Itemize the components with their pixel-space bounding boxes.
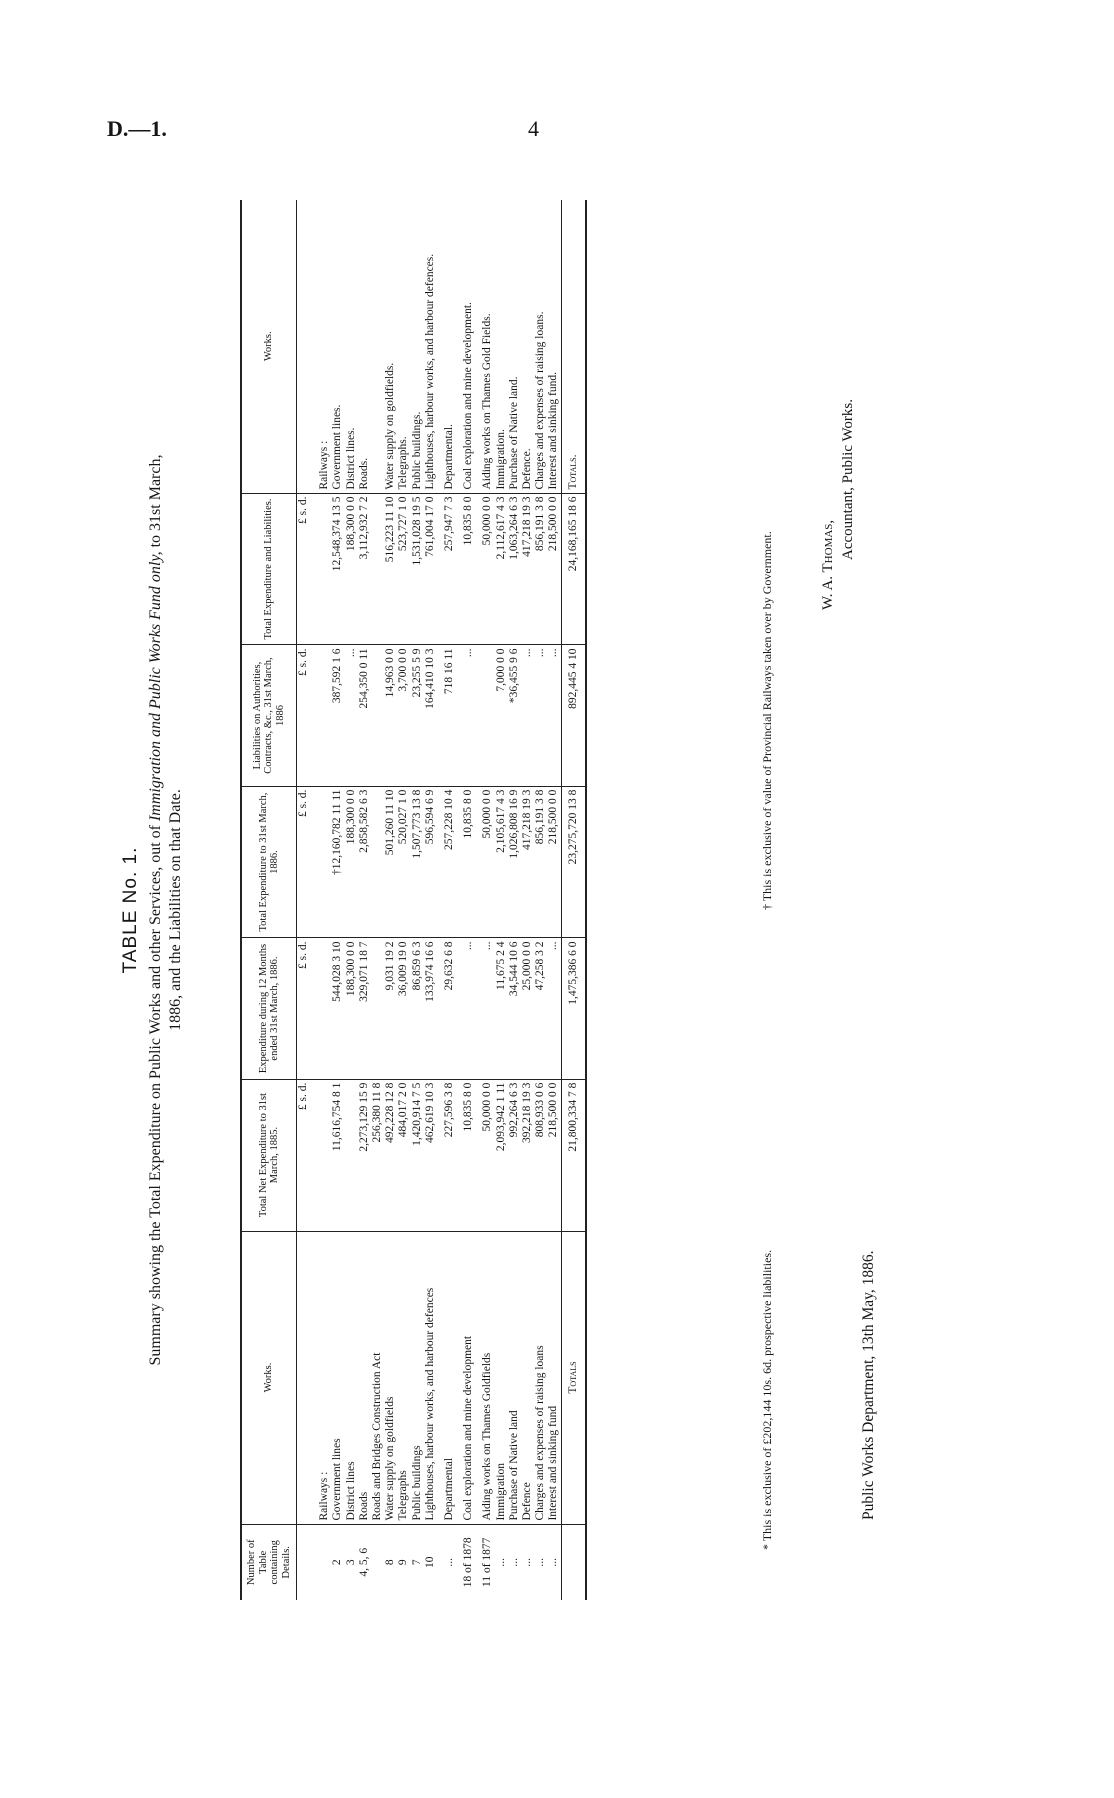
cell-work2: District lines. [345,200,358,493]
department-date: Public Works Department, 13th May, 1886. [860,1250,877,1520]
page-number: 4 [528,116,539,141]
cell-exp [310,938,331,1079]
cell-num: ... [534,1557,547,1567]
cell-liab [371,645,384,786]
rotated-table-page [120,120,1000,1700]
cell-tot: 2,105,617 4 3 [495,786,508,938]
cell-num: 7 [410,1559,423,1566]
units-cell: £ s. d. [297,1079,311,1231]
cell-num: 18 of 1878 [462,1537,475,1588]
cell-exp: 86,859 6 3 [411,938,424,1079]
cell-liab: 387,592 1 6 [331,645,344,786]
cell-net: 11,616,754 8 1 [331,1079,344,1231]
cell-exp: 133,974 16 6 [424,938,437,1079]
footnote-star: * This is exclusive of £202,144 10s. 6d. prospective liabilities. [760,1249,774,1550]
cell-tot: 520,027 1 0 [397,786,410,938]
expenditure-table [240,200,587,1600]
cell-net: 492,228 12 8 [384,1079,397,1231]
cell-work: Defence [521,1231,534,1524]
cell-liab: 7,000 0 0 [495,645,508,786]
cell-liab: *36,455 9 6 [508,645,521,786]
cell-tot: 1,507,773 13 8 [411,786,424,938]
cell-num: 8 [384,1559,397,1566]
cell-work2: Government lines. [331,200,344,493]
cell-tot: 501,260 11 10 [384,786,397,938]
cell-num [310,1524,331,1600]
cell-liab: ... [547,645,561,786]
cell-exp: 25,000 0 0 [521,938,534,1079]
cell-work2: Roads. [358,200,371,493]
cell-work2: Coal exploration and mine development. [456,200,475,493]
cell-grand: 516,223 11 10 [384,493,397,645]
totals-grand: 24,168,165 18 6 [561,493,586,645]
cell-num: 11 of 1877 [481,1537,494,1587]
table-row [358,200,371,1600]
cell-exp: 47,258 3 2 [534,938,547,1079]
signature-name: W. A. Thomas, [820,519,836,610]
header-liabilities: Liabilities on Authorities, Contracts, &c., 31st March, 1886 [241,645,297,786]
cell-tot: 257,228 10 4 [437,786,456,938]
header-total-liab: Total Expenditure and Liabilities. [241,493,297,645]
table-row [456,200,475,1600]
totals-tot: 23,275,720 13 8 [561,786,586,938]
cell-num: ... [507,1557,520,1567]
cell-work: Aiding works on Thames Goldfields [475,1231,494,1524]
cell-tot [310,786,331,938]
table-title: TABLE No. 1. [120,846,141,974]
cell-tot: 417,218 19 3 [521,786,534,938]
cell-liab [310,645,331,786]
table-row [371,200,384,1600]
cell-work2: Public buildings. [411,200,424,493]
signature-title: Accountant, Public Works. [840,399,856,560]
cell-grand: 10,835 8 0 [456,493,475,645]
cell-work2: Defence. [521,200,534,493]
cell-work: Charges and expenses of raising loans [534,1231,547,1524]
cell-tot: 10,835 8 0 [456,786,475,938]
table-row [345,200,358,1600]
page-code: D.—1. [107,116,167,141]
cell-exp: 329,071 18 7 [358,938,371,1079]
cell-net [345,1079,358,1231]
cell-work: Purchase of Native land [508,1231,521,1524]
table-body [297,200,586,1600]
header-number: Number of Table containing Details. [241,1524,297,1600]
cell-net: 992,264 6 3 [508,1079,521,1231]
cell-tot: 2,858,582 6 3 [358,786,371,938]
table-row [310,200,331,1600]
cell-grand: 50,000 0 0 [475,493,494,645]
totals-row [561,200,586,1600]
table-row [424,200,437,1600]
cell-grand: 1,063,264 6 3 [508,493,521,645]
totals-exp: 1,475,386 6 0 [561,938,586,1079]
cell-liab: 23,255 5 9 [411,645,424,786]
cell-grand: 257,947 7 3 [437,493,456,645]
cell-grand: 417,218 19 3 [521,493,534,645]
units-cell: £ s. d. [297,786,311,938]
cell-exp: 188,300 0 0 [345,938,358,1079]
header-works-2: Works. [241,200,297,493]
cell-num: 3 [344,1559,357,1566]
cell-grand: 1,531,028 19 5 [411,493,424,645]
header-total-exp: Total Expenditure to 31st March, 1886. [241,786,297,938]
cell-num: 9 [397,1559,410,1566]
cell-work: Government lines [331,1231,344,1524]
cell-tot [371,786,384,938]
table-row [411,200,424,1600]
summary-part-c: to 31st March, [147,454,164,552]
cell-net: 2,273,129 15 9 [358,1079,371,1231]
header-row [241,200,297,1600]
cell-liab: ... [345,645,358,786]
cell-net: 10,835 8 0 [456,1079,475,1231]
cell-liab [475,645,494,786]
cell-grand [310,493,331,645]
cell-work: Roads and Bridges Construction Act [371,1231,384,1524]
cell-net: 392,218 19 3 [521,1079,534,1231]
cell-liab: ... [521,645,534,786]
cell-net: 462,619 10 3 [424,1079,437,1231]
cell-work: Telegraphs [397,1231,410,1524]
units-cell: £ s. d. [297,938,311,1079]
cell-exp: 11,675 2 4 [495,938,508,1079]
table-row [521,200,534,1600]
summary-part-b: Immigration and Public Works Fund only, [147,551,164,822]
table-row [331,200,344,1600]
table-summary [146,120,186,1700]
cell-tot: 596,594 6 9 [424,786,437,938]
cell-tot: 218,500 0 0 [547,786,561,938]
cell-exp: ... [475,938,494,1079]
table-row [437,200,456,1600]
cell-exp [371,938,384,1079]
cell-net [310,1079,331,1231]
cell-liab: 3,700 0 0 [397,645,410,786]
cell-work: Interest and sinking fund [547,1231,561,1524]
cell-exp: ... [547,938,561,1079]
cell-grand: 2,112,617 4 3 [495,493,508,645]
cell-work: Lighthouses, harbour works, and harbour defences [424,1231,437,1524]
table-row [397,200,410,1600]
cell-liab: 14,963 0 0 [384,645,397,786]
units-cell: £ s. d. [297,645,311,786]
cell-net: 484,017 2 0 [397,1079,410,1231]
totals-liab: 892,445 4 10 [561,645,586,786]
cell-exp: 29,632 6 8 [437,938,456,1079]
cell-grand: 523,727 1 0 [397,493,410,645]
table-row [495,200,508,1600]
cell-net: 50,000 0 0 [475,1079,494,1231]
units-cell: £ s. d. [297,493,311,645]
cell-net: 218,500 0 0 [547,1079,561,1231]
cell-liab: ... [456,645,475,786]
cell-liab: 164,410 10 3 [424,645,437,786]
cell-tot: 50,000 0 0 [475,786,494,938]
totals-net: 21,800,334 7 8 [561,1079,586,1231]
cell-work2: Telegraphs. [397,200,410,493]
cell-grand [371,493,384,645]
totals-label: Totals [561,1231,586,1524]
cell-liab: ... [534,645,547,786]
cell-num: 2 [331,1559,344,1566]
summary-part-a: Summary showing the Total Expenditure on Public Works and other Services, out of [147,821,164,1366]
cell-work2: Aiding works on Thames Gold Fields. [475,200,494,493]
table-row [384,200,397,1600]
table-row [534,200,547,1600]
cell-exp: 34,544 10 6 [508,938,521,1079]
cell-liab: 254,350 0 11 [358,645,371,786]
cell-work2: Railways : [310,200,331,493]
cell-net: 1,420,914 7 5 [411,1079,424,1231]
cell-exp: 544,028 3 10 [331,938,344,1079]
cell-tot: 856,191 3 8 [534,786,547,938]
cell-grand: 3,112,932 7 2 [358,493,371,645]
footnote-dagger: † This is exclusive of value of Provincial Railways taken over by Government. [760,531,774,910]
cell-grand: 188,300 0 0 [345,493,358,645]
cell-work2 [371,200,384,493]
header-exp12: Expenditure during 12 Months ended 31st March, 1886. [241,938,297,1079]
cell-net: 2,093,942 1 11 [495,1079,508,1231]
cell-net: 227,596 3 8 [437,1079,456,1231]
table-row [475,200,494,1600]
header-net-exp: Total Net Expenditure to 31st March, 1885. [241,1079,297,1231]
cell-work: Public buildings [411,1231,424,1524]
cell-work: Roads [358,1231,371,1524]
cell-work2: Departmental. [437,200,456,493]
cell-work: Railways : [310,1231,331,1524]
cell-work2: Charges and expenses of raising loans. [534,200,547,493]
cell-exp: 9,031 19 2 [384,938,397,1079]
cell-net: 256,380 11 8 [371,1079,384,1231]
cell-grand: 12,548,374 13 5 [331,493,344,645]
cell-work: Departmental [437,1231,456,1524]
cell-num: 4, 5, 6 [357,1547,370,1577]
cell-num: ... [494,1557,507,1567]
cell-num: ... [443,1557,456,1567]
cell-work: Water supply on goldfields [384,1231,397,1524]
cell-grand: 856,191 3 8 [534,493,547,645]
cell-work2: Interest and sinking fund. [547,200,561,493]
cell-liab: 718 16 11 [437,645,456,786]
cell-work2: Immigration. [495,200,508,493]
cell-work: District lines [345,1231,358,1524]
cell-num: ... [547,1557,560,1567]
cell-num: 10 [423,1556,436,1569]
cell-tot: †12,160,782 11 11 [331,786,344,938]
totals-label2: Totals. [561,200,586,493]
cell-work: Immigration [495,1231,508,1524]
cell-grand: 218,500 0 0 [547,493,561,645]
cell-grand: 761,004 17 0 [424,493,437,645]
cell-net: 808,933 0 6 [534,1079,547,1231]
header-works: Works. [241,1231,297,1524]
cell-work2: Lighthouses, harbour works, and harbour defences. [424,200,437,493]
summary-line-2: 1886, and the Liabilities on that Date. [167,789,184,1031]
cell-tot: 1,026,808 16 9 [508,786,521,938]
cell-num: ... [521,1557,534,1567]
cell-work2: Water supply on goldfields. [384,200,397,493]
units-row [297,200,311,1600]
cell-exp: ... [456,938,475,1079]
table-row [547,200,561,1600]
cell-tot: 188,300 0 0 [345,786,358,938]
table-row [508,200,521,1600]
cell-num [371,1524,384,1600]
cell-work2: Purchase of Native land. [508,200,521,493]
cell-work: Coal exploration and mine development [456,1231,475,1524]
cell-exp: 36,009 19 0 [397,938,410,1079]
